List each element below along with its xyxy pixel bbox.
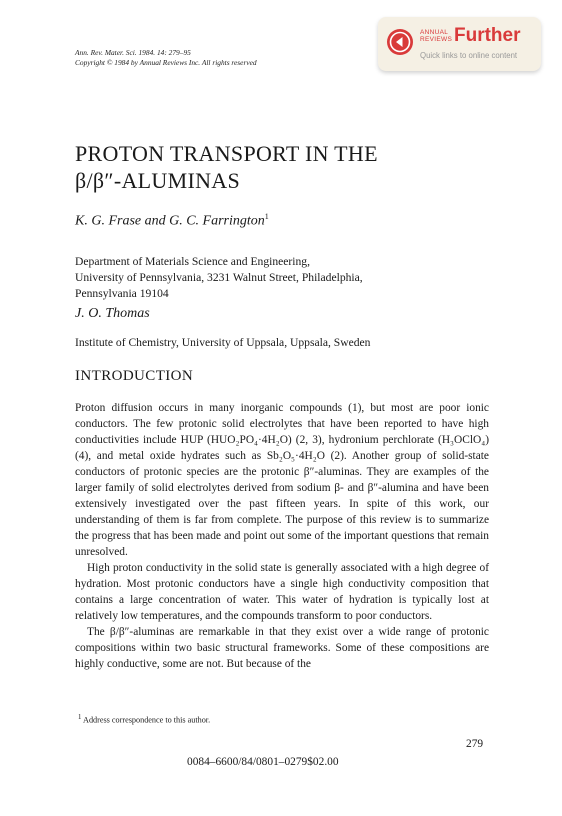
footnote-text: Address correspondence to this author. bbox=[83, 715, 211, 725]
footnote-mark: 1 bbox=[78, 714, 82, 721]
badge-reviews-text: REVIEWS bbox=[420, 36, 453, 43]
paragraph: Proton diffusion occurs in many inorganic compounds (1), but most are poor ionic conductors. The few protonic solid electrolytes that have been reported to have high conductivities include HUP (HUO₂PO₄·4H₂O) (2, 3), hydronium perchlorate (H₃OClO₄) (4), and metal oxide hydrates such as Sb₂O₅·4H₂O (2). Another group of solid-state conductors of protonic species are the protonic β″-aluminas. They are examples of the larger family of solid electrolytes derived from sodium β- and β″-alumina and have been extensively investigated over the past fifteen years. In spite of this work, our understanding of them is far from complete. The purpose of this review is to summarize the progress that has been made and point out some of the important questions that remain unresolved. bbox=[75, 402, 489, 558]
journal-citation bbox=[75, 48, 257, 68]
affiliation-1-line: Pennsylvania 19104 bbox=[75, 287, 169, 300]
author-line-2: J. O. Thomas bbox=[75, 306, 150, 321]
citation-line-2: Copyright © 1984 by Annual Reviews Inc. All rights reserved bbox=[75, 58, 257, 67]
affiliation-1 bbox=[75, 254, 363, 302]
footnote bbox=[78, 714, 210, 725]
badge-tagline: Quick links to online content bbox=[420, 51, 518, 60]
affiliation-1-line: Department of Materials Science and Engineering, bbox=[75, 255, 311, 268]
section-heading: INTRODUCTION bbox=[75, 368, 194, 384]
title-line-1: PROTON TRANSPORT IN THE bbox=[75, 141, 378, 166]
affiliation-1-line: University of Pennsylvania, 3231 Walnut Street, Philadelphia, bbox=[75, 271, 363, 284]
author-footnote-mark: 1 bbox=[264, 212, 269, 221]
badge-further-text: Further bbox=[454, 25, 521, 46]
badge-publisher bbox=[420, 29, 452, 43]
article-code: 0084–6600/84/0801–0279$02.00 bbox=[187, 756, 339, 768]
author-names-1: K. G. Frase and G. C. Farrington bbox=[75, 213, 265, 229]
body-text bbox=[75, 400, 489, 672]
title-line-2: β/β″-ALUMINAS bbox=[75, 168, 241, 193]
arrow-left-icon bbox=[387, 29, 413, 55]
badge-annual-text: ANNUAL bbox=[420, 29, 449, 36]
annual-reviews-further-badge[interactable] bbox=[378, 17, 541, 71]
article-title bbox=[75, 140, 378, 194]
author-line-1 bbox=[75, 212, 269, 230]
paragraph: High proton conductivity in the solid state is generally associated with a high degree of hydration. Most protonic conductors have a single high conductivity composition that contains a large concentration of water. This water of hydration is typically lost at relatively low temperatures, and the compounds transform to poor conductors. bbox=[75, 562, 489, 622]
affiliation-2: Institute of Chemistry, University of Uppsala, Uppsala, Sweden bbox=[75, 336, 371, 349]
page-number: 279 bbox=[466, 738, 484, 750]
citation-line-1: Ann. Rev. Mater. Sci. 1984. 14: 279–95 bbox=[75, 48, 191, 57]
paragraph: The β/β″-aluminas are remarkable in that they exist over a wide range of protonic compositions within two basic structural frameworks. Some of these compositions are highly conductive, some are not. But because of the bbox=[75, 626, 489, 670]
